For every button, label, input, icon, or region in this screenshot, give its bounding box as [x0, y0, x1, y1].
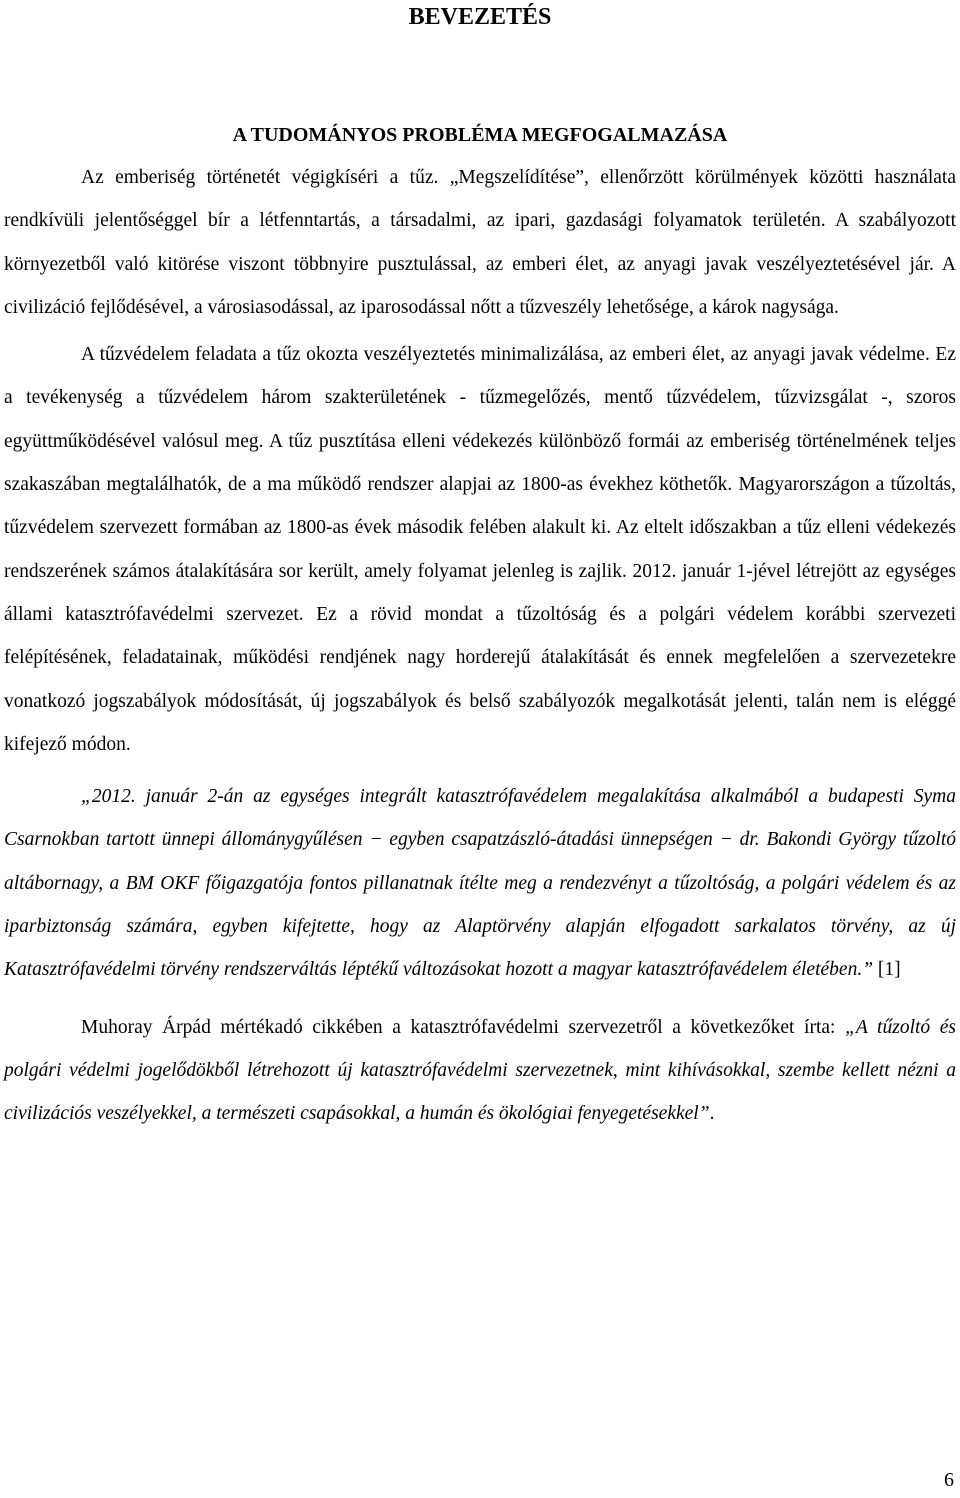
- quote-paragraph: [4, 775, 956, 991]
- paragraph-muhoray-end: .: [709, 1103, 715, 1125]
- page-number: 6: [944, 1469, 954, 1491]
- paragraph-intro: Az emberiség történetét végigkíséri a tűz. „Megszelídítése”, ellenőrzött körülmények közötti használata rendkívüli jelentőséggel bír a létfenntartás, a társadalmi, az ipari, gazdasági folyamatok területén. A szabályozott környezetből való kitörése viszont többnyire pusztulással, az emberi élet, az anyagi javak veszélyeztetésével jár. A civilizáció fejlődésével, a városiasodással, az iparosodással nőtt a tűzveszély lehetősége, a károk nagysága.: [4, 167, 956, 318]
- paragraph-fire-protection: A tűzvédelem feladata a tűz okozta veszélyeztetés minimalizálása, az emberi élet, az anyagi javak védelme. Ez a tevékenység a tűzvédelem három szakterületének - tűzmegelőzés, mentő tűzvédelem, tűzvizsgálat -, szoros együttműködésével valósul meg. A tűz pusztítása elleni védekezés különböző formái az emberiség történelmének teljes szakaszában megtalálhatók, de a ma működő rendszer alapjai az 1800-as évekhez köthetők. Magyarországon a tűzoltás, tűzvédelem szervezett formában az 1800-as évek második felében alakult ki. Az eltelt időszakban a tűz elleni védekezés rendszerének számos átalakítására sor került, amely folyamat jelenleg is zajlik. 2012. január 1-jével létrejött az egységes állami katasztrófavédelmi szervezet. Ez a rövid mondat a tűzoltóság és a polgári védelem korábbi szervezeti felépítésének, feladatainak, működési rendjének nagy horderejű átalakítását és ennek megfelelően a szervezetekre vonatkozó jogszabályok módosítását, új jogszabályok és belső szabályozók megalkotását jelenti, talán nem is eléggé kifejező módon.: [4, 344, 956, 755]
- document-page: [4, 0, 956, 1136]
- paragraph-muhoray-quote: „A tűzoltó és polgári védelmi jogelődökből létrehozott új katasztrófavédelmi szervezetnek, mint kihívásokkal, szembe kellett nézni a civilizációs veszélyekkel, a természeti csapásokkal, a humán és ökológiai fenyegetésekkel”: [4, 1016, 956, 1125]
- paragraph-muhoray: [4, 1006, 956, 1136]
- document-title: BEVEZETÉS: [408, 4, 552, 30]
- quote-text: „2012. január 2-án az egységes integrált katasztrófavédelem megalakítása alkalmából a budapesti Syma Csarnokban tartott ünnepi állománygyűlésen − egyben csapatzászló-átadási ünnepségen − dr. Bakondi György tűzoltó altábornagy, a BM OKF főigazgatója fontos pillanatnak ítélte meg a rendezvényt a tűzoltóság, a polgári védelem és az iparbiztonság számára, egyben kifejtette, hogy az Alaptörvény alapján elfogadott sarkalatos törvény, az új Katasztrófavédelmi törvény rendszerváltás léptékű változásokat hozott a magyar katasztrófavédelem életében.”: [4, 786, 956, 981]
- citation-reference: [1]: [877, 959, 901, 981]
- paragraph-muhoray-intro: Muhoray Árpád mértékadó cikkében a katasztrófavédelmi szervezetről a következőket írta:: [81, 1016, 836, 1038]
- section-title: A TUDOMÁNYOS PROBLÉMA MEGFOGALMAZÁSA: [232, 124, 728, 146]
